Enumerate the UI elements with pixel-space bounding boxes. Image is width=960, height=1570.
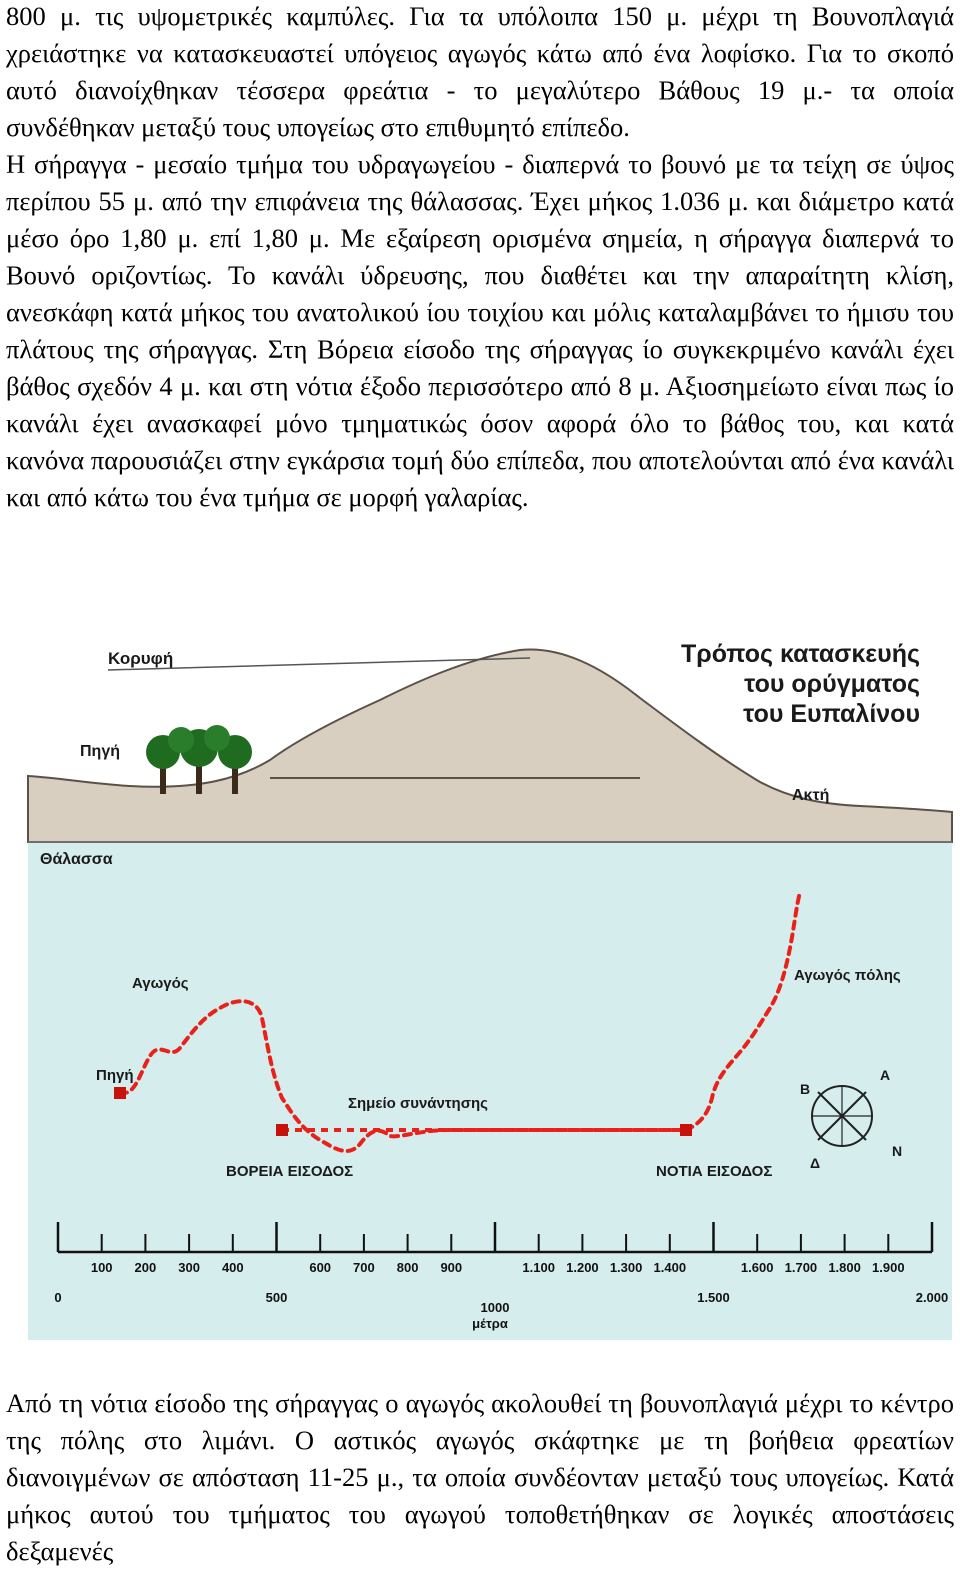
- svg-text:του ορύγματος: του ορύγματος: [744, 670, 920, 698]
- source-label: Πηγή: [96, 1067, 134, 1084]
- scale-label-upper: 800: [396, 1260, 419, 1275]
- scale-label-upper: 1.100: [522, 1260, 555, 1275]
- scale-label-upper: 1.700: [784, 1260, 818, 1275]
- south-entrance-marker: [680, 1124, 692, 1136]
- svg-text:του Ευπαλίνου: του Ευπαλίνου: [743, 700, 920, 728]
- svg-text:Ν: Ν: [892, 1143, 903, 1159]
- body-text-bottom: [6, 1385, 954, 1570]
- scale-label-upper: 200: [134, 1260, 157, 1275]
- scale-label-upper: 400: [221, 1260, 244, 1275]
- scale-label-upper: 600: [309, 1260, 332, 1275]
- tunnel-construction-figure: [0, 628, 960, 1340]
- scale-label-lower: 2.000: [915, 1290, 949, 1305]
- source-top-label: Πηγή: [80, 743, 120, 760]
- scale-label-upper: 300: [178, 1260, 200, 1275]
- paragraph-tunnel: Η σήραγγα - μεσαίο τμήμα του υδραγωγείου - διαπερνά το βουνό με τα τείχη σε ύψος περίπου 55 μ. από την επιφάνεια της θάλασσας. Έχει μήκος 1.036 μ. και διάμετρο κατά μέσο όρο 1,80 μ. επί 1,80 μ. Με εξαίρεση ορισμένα σημεία, η σήραγγα διαπερνά το Βουνό οριζοντίως. Το κανάλι ύδρευσης, που διαθέτει και την απαραίτητη κλίση, ανεσκάφη κατά μήκος του ανατολικού ίου τοιχίου και μόλις καταλαμβάνει το ήμισυ του πλάτους της σήραγγας. Στη Βόρεια είσοδο της σήραγγας ίο συγκεκριμένο κανάλι έχει βάθος σχεδόν 4 μ. και στη νότια έξοδο περισσότερο από 8 μ. Αξιοσημείωτο είναι πως ίο κανάλι έχει ανασκαφεί μόνο τμηματικώς όσον αφορά όλο το βάθος του, και κατά κανόνα παρουσιάζει στην εγκάρσια τομή δύο επίπεδα, που αποτελούνται από ένα κανάλι και από κάτω του ένα τμήμα σε μορφή γαλαρίας.: [6, 149, 954, 512]
- svg-text:Τρόπος κατασκευής: Τρόπος κατασκευής: [680, 640, 920, 668]
- scale-label-upper: 700: [353, 1260, 375, 1275]
- scale-label-upper: 1.200: [566, 1260, 599, 1275]
- scale-label-lower: 0: [54, 1290, 62, 1305]
- scale-label-upper: 1.600: [740, 1260, 774, 1275]
- scale-unit-label: μέτρα: [472, 1316, 508, 1331]
- scale-label-upper: 1.400: [653, 1260, 687, 1275]
- aqueduct-label: Αγωγός: [132, 975, 189, 992]
- trees-icon: [146, 725, 252, 794]
- svg-text:Α: Α: [880, 1067, 891, 1083]
- scale-label-lower: 1000: [480, 1300, 510, 1315]
- paragraph-city-aqueduct: Από τη νότια είσοδο της σήραγγας ο αγωγός ακολουθεί τη βουνοπλαγιά μέχρι το κέντρο της πόλης στο λιμάνι. Ο αστικός αγωγός σκάφτηκε με τη βοήθεια φρεατίων διανοιγμένων σε απόσταση 11-25 μ., τα οποία συνδέονταν μεταξύ τους υπογείως. Κατά μήκος αυτού του τμήματος του αγωγού τοποθετήθηκαν σε λογικές αποστάσεις δεξαμενές: [6, 1388, 954, 1566]
- north-entrance-label: ΒΟΡΕΙΑ ΕΙΣΟΔΟΣ: [226, 1163, 354, 1180]
- body-text-top: [6, 0, 954, 516]
- shore-label: Ακτή: [792, 787, 830, 804]
- meeting-point-label: Σημείο συνάντησης: [348, 1095, 488, 1112]
- city-aqueduct-label: Αγωγός πόλης: [794, 967, 901, 984]
- peak-label: Κορυφή: [108, 649, 174, 668]
- south-entrance-label: ΝΟΤΙΑ ΕΙΣΟΔΟΣ: [656, 1163, 773, 1180]
- scale-label-lower: 500: [265, 1290, 288, 1305]
- source-marker: [114, 1087, 126, 1099]
- scale-label-upper: 1.300: [609, 1260, 643, 1275]
- scale-label-upper: 1.900: [872, 1260, 905, 1275]
- scale-label-upper: 1.800: [828, 1260, 861, 1275]
- svg-text:Β: Β: [800, 1081, 811, 1097]
- sea-label: Θάλασσα: [40, 851, 113, 868]
- paragraph-continued: 800 μ. τις υψομετρικές καμπύλες. Για τα υπόλοιπα 150 μ. μέχρι τη Βουνοπλαγιά χρειάστηκε να κατασκευαστεί υπόγειος αγωγός κάτω από ένα λοφίσκο. Για το σκοπό αυτό διανοίχθηκαν τέσσερα φρεάτια - το μεγαλύτερο Βάθους 19 μ.- τα οποία συνδέθηκαν μεταξύ τους υπογείως στο επιθυμητό επίπεδο.: [6, 1, 954, 142]
- svg-text:Δ: Δ: [810, 1155, 821, 1171]
- scale-label-upper: 900: [440, 1260, 463, 1275]
- north-entrance-marker: [276, 1124, 288, 1136]
- scale-label-lower: 1.500: [697, 1290, 730, 1305]
- scale-label-upper: 100: [90, 1260, 113, 1275]
